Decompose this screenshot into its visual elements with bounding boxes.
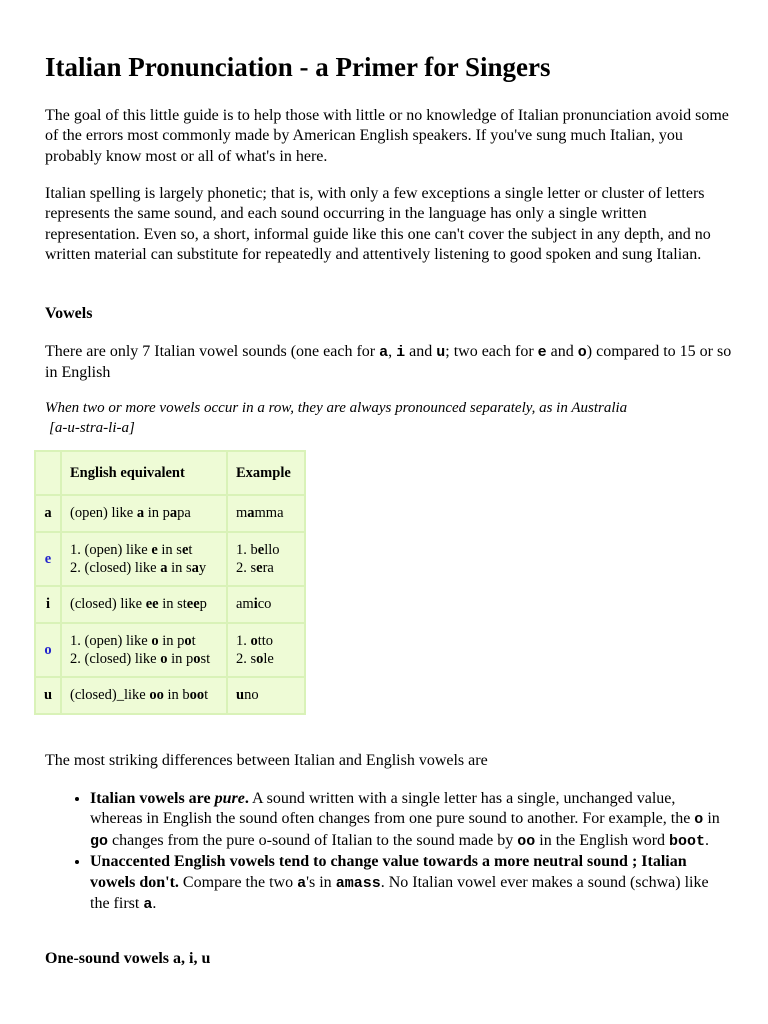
text: 1. (open) like bbox=[70, 633, 152, 649]
text: 2. (closed) like bbox=[70, 651, 161, 667]
vowels-heading: Vowels bbox=[45, 305, 93, 322]
english-equivalent-header: English equivalent bbox=[62, 452, 226, 494]
text: in p bbox=[144, 505, 170, 521]
text: 1. bbox=[236, 633, 251, 649]
bold-letter: e bbox=[257, 542, 265, 558]
text: 1. (open) like bbox=[70, 542, 152, 558]
text: . bbox=[705, 831, 710, 849]
text: t bbox=[204, 687, 209, 703]
differences-intro: The most striking differences between Italian and English vowels are bbox=[45, 752, 488, 769]
example-line bbox=[236, 650, 296, 668]
text: changes from the pure o-sound of Italian to the sound made by bbox=[108, 831, 518, 849]
text: no bbox=[244, 687, 259, 703]
english-equivalent-cell bbox=[62, 587, 226, 622]
bold-text: . bbox=[244, 790, 249, 807]
intro-paragraph-2: Italian spelling is largely phonetic; that is, with only a few exceptions a single letter or cluster of letters represents the same sound, and each sound occurring in the language has only a single written representation. Even so, a short, informal guide like this one can't cover the subject in any depth, and no written material can substitute for repeatedly and attentively listening to good spoken and sung Italian. bbox=[45, 185, 711, 264]
vowel-cell: u bbox=[36, 678, 60, 713]
vowel-header-cell bbox=[36, 452, 60, 494]
list-item bbox=[90, 852, 724, 915]
text: am bbox=[236, 596, 254, 612]
letter-i: i bbox=[396, 344, 406, 361]
code-text: boot bbox=[669, 832, 706, 850]
bold-letter: e bbox=[151, 542, 158, 558]
text: Compare the two bbox=[178, 873, 298, 891]
letter-o: o bbox=[577, 344, 587, 361]
bold-letter: a bbox=[136, 505, 145, 521]
code-text: a bbox=[143, 896, 153, 914]
text: in p bbox=[167, 651, 194, 667]
text: . No Italian vowel ever makes a sound (schwa) like the first bbox=[90, 873, 709, 913]
text: co bbox=[257, 596, 272, 612]
text: in bbox=[703, 810, 720, 828]
example-line bbox=[236, 632, 296, 650]
bold-letter: a bbox=[191, 560, 199, 576]
text: in st bbox=[158, 596, 187, 612]
text: (closed)_like bbox=[70, 687, 150, 703]
text: . bbox=[152, 895, 157, 913]
english-equivalent-cell bbox=[62, 533, 226, 585]
code-text: go bbox=[90, 832, 109, 850]
vowel-count-text: and bbox=[405, 343, 437, 360]
vowel-row-u bbox=[36, 678, 304, 713]
equivalent-line bbox=[70, 559, 218, 577]
bold-letter: o bbox=[184, 633, 192, 649]
bold-text: Italian vowels are bbox=[90, 790, 215, 807]
text: in the English word bbox=[535, 831, 670, 849]
vowel-count-paragraph bbox=[45, 342, 735, 384]
text: ra bbox=[262, 560, 274, 576]
vowel-row-o bbox=[36, 624, 304, 676]
bold-letter: o bbox=[250, 633, 258, 649]
text: 2. s bbox=[236, 651, 257, 667]
text: tto bbox=[257, 633, 274, 649]
text: (closed) like bbox=[70, 596, 146, 612]
text: in s bbox=[157, 542, 182, 558]
vowel-count-text: ) compared to 15 or so in English bbox=[45, 343, 732, 382]
example-cell bbox=[228, 496, 304, 531]
bold-letter: oo bbox=[189, 687, 205, 703]
one-sound-vowels-heading: One-sound vowels a, i, u bbox=[45, 950, 211, 967]
list-item bbox=[90, 789, 724, 852]
bold-letter: o bbox=[256, 651, 264, 667]
intro-paragraph-1: The goal of this little guide is to help those with little or no knowledge of Italian pronunciation avoid some of the errors most commonly made by American English speakers. If you've sung much Italian, you probably know most or all of what's in here. bbox=[45, 107, 729, 165]
bold-letter: ee bbox=[186, 596, 200, 612]
text: 's in bbox=[306, 873, 336, 891]
vowel-count-text: ; two each for bbox=[445, 343, 538, 360]
equivalent-line bbox=[70, 650, 218, 668]
code-text: o bbox=[694, 811, 704, 829]
text: (open) like bbox=[70, 505, 137, 521]
bold-italic-text: pure bbox=[214, 790, 245, 807]
letter-e: e bbox=[537, 344, 547, 361]
text: st bbox=[200, 651, 211, 667]
vowel-row-e bbox=[36, 533, 304, 585]
equivalent-line bbox=[70, 632, 218, 650]
example-cell bbox=[228, 533, 304, 585]
example-cell bbox=[228, 624, 304, 676]
english-equivalent-cell bbox=[62, 678, 226, 713]
vowel-note bbox=[45, 398, 735, 438]
bold-letter: a bbox=[247, 505, 255, 521]
vowel-row-i bbox=[36, 587, 304, 622]
bold-letter: u bbox=[236, 687, 245, 703]
vowel-note-line-1: When two or more vowels occur in a row, they are always pronounced separately, as in Australia bbox=[45, 400, 628, 416]
bold-letter: a bbox=[160, 560, 168, 576]
page-title: Italian Pronunciation - a Primer for Singers bbox=[45, 52, 551, 82]
text: mma bbox=[254, 505, 284, 521]
bold-letter: o bbox=[151, 633, 159, 649]
vowel-count-text: , bbox=[388, 343, 397, 360]
text: y bbox=[198, 560, 207, 576]
example-line bbox=[236, 559, 296, 577]
text: p bbox=[199, 596, 207, 612]
text: le bbox=[263, 651, 274, 667]
vowel-note-line-2: [a-u-stra-li-a] bbox=[49, 420, 135, 436]
vowel-cell: i bbox=[36, 587, 60, 622]
example-cell bbox=[228, 587, 304, 622]
text: in p bbox=[158, 633, 185, 649]
bold-letter: e bbox=[256, 560, 263, 576]
vowel-count-text: There are only 7 Italian vowel sounds (one each for bbox=[45, 343, 380, 360]
differences-list bbox=[45, 789, 724, 915]
bold-letter: e bbox=[181, 542, 189, 558]
vowel-cell: a bbox=[36, 496, 60, 531]
english-equivalent-cell bbox=[62, 496, 226, 531]
bold-letter: o bbox=[160, 651, 168, 667]
text: m bbox=[236, 505, 248, 521]
example-header: Example bbox=[228, 452, 304, 494]
text: 2. (closed) like bbox=[70, 560, 161, 576]
bold-letter: a bbox=[169, 505, 178, 521]
text: 1. b bbox=[236, 542, 258, 558]
bold-letter: ee bbox=[145, 596, 159, 612]
bold-letter: oo bbox=[149, 687, 164, 703]
example-cell bbox=[228, 678, 304, 713]
vowel-cell: o bbox=[36, 624, 60, 676]
bold-letter: i bbox=[253, 596, 258, 612]
code-text: oo bbox=[517, 832, 536, 850]
vowel-row-a bbox=[36, 496, 304, 531]
text: pa bbox=[177, 505, 191, 521]
vowel-table-header bbox=[36, 452, 304, 494]
vowel-count-text: and bbox=[546, 343, 578, 360]
text: 2. s bbox=[236, 560, 257, 576]
bold-text: Unaccented English vowels tend to change value towards a more neutral sound ; Italian vowels don't. bbox=[90, 853, 687, 891]
text: in b bbox=[163, 687, 190, 703]
bold-letter: o bbox=[193, 651, 201, 667]
text: t bbox=[188, 542, 193, 558]
equivalent-line bbox=[70, 541, 218, 559]
english-equivalent-cell bbox=[62, 624, 226, 676]
text: llo bbox=[264, 542, 280, 558]
vowel-table bbox=[34, 450, 306, 715]
example-line bbox=[236, 541, 296, 559]
text: t bbox=[191, 633, 196, 649]
code-text: a bbox=[297, 874, 307, 892]
letter-u: u bbox=[436, 344, 446, 361]
text: A sound written with a single letter has a single, unchanged value, whereas in English the sound often changes from one pure sound to another. For example, the bbox=[90, 790, 695, 828]
text: in s bbox=[167, 560, 192, 576]
code-text: amass bbox=[335, 874, 381, 892]
letter-a: a bbox=[379, 344, 389, 361]
vowel-cell: e bbox=[36, 533, 60, 585]
